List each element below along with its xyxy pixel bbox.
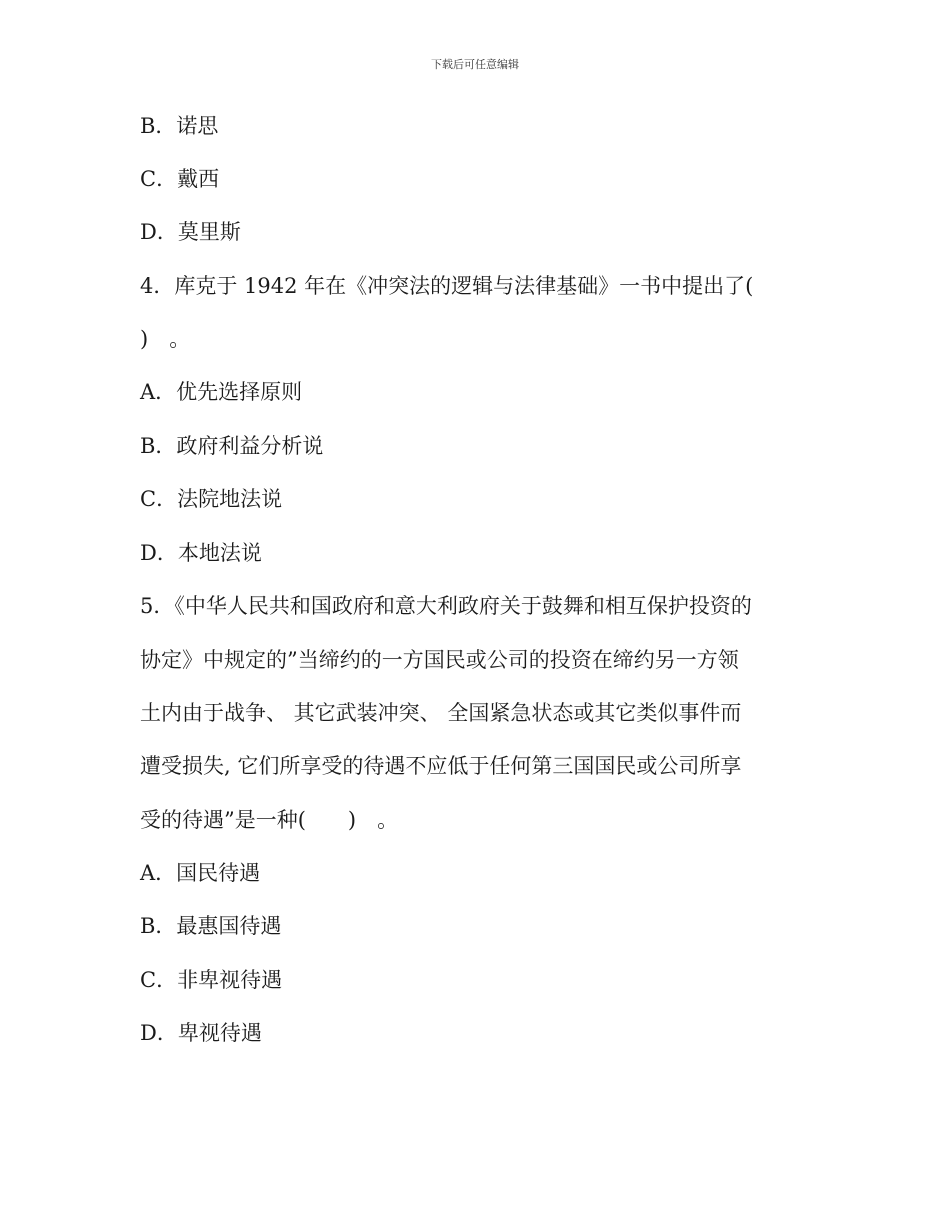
option-d-q3: D．莫里斯 xyxy=(140,220,241,244)
question-5-line-4: 遭受损失, 它们所享受的待遇不应低于任何第三国国民或公司所享 xyxy=(140,754,742,778)
question-5-line-3: 土内由于战争、 其它武装冲突、 全国紧急状态或其它类似事件而 xyxy=(140,701,742,725)
option-b-q3: B．诺思 xyxy=(140,114,219,138)
option-b-q5: B．最惠国待遇 xyxy=(140,914,282,938)
option-c-q3: C．戴西 xyxy=(140,167,220,191)
option-c-q4: C．法院地法说 xyxy=(140,487,283,511)
question-4-line-1: 4．库克于 1942 年在《冲突法的逻辑与法律基础》一书中提出了( xyxy=(140,274,754,298)
question-4-line-2: ) 。 xyxy=(140,327,191,351)
option-a-q5: A．国民待遇 xyxy=(140,861,261,885)
option-d-q4: D．本地法说 xyxy=(140,541,262,565)
option-b-q4: B．政府利益分析说 xyxy=(140,434,324,458)
option-a-q4: A．优先选择原则 xyxy=(140,380,303,404)
question-5-line-5: 受的待遇”是一种( ) 。 xyxy=(140,808,399,832)
page-header: 下载后可任意编辑 xyxy=(431,58,519,71)
option-c-q5: C．非卑视待遇 xyxy=(140,968,283,992)
question-5-line-1: 5．《中华人民共和国政府和意大利政府关于鼓舞和相互保护投资的 xyxy=(140,594,752,618)
question-5-line-2: 协定》中规定的”当缔约的一方国民或公司的投资在缔约另一方领 xyxy=(140,648,739,672)
option-d-q5: D．卑视待遇 xyxy=(140,1021,262,1045)
